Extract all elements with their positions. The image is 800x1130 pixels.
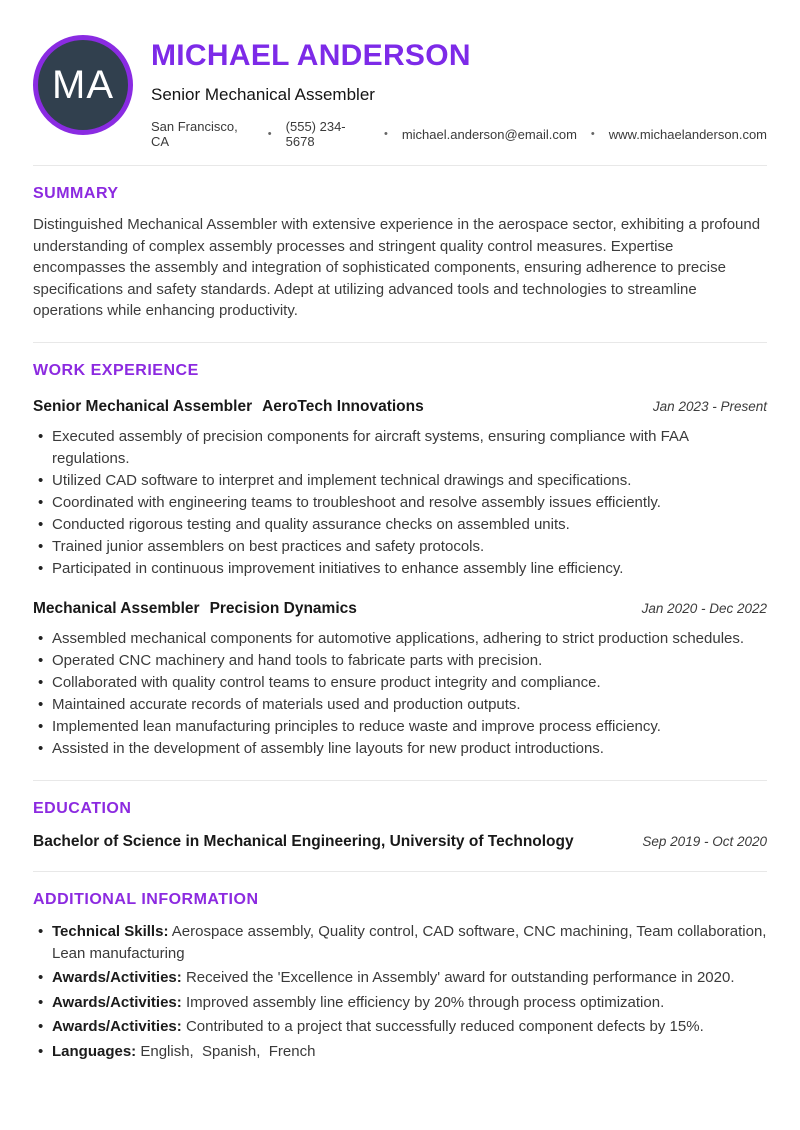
section-summary	[33, 185, 767, 322]
job-dates: Jan 2020 - Dec 2022	[641, 600, 767, 616]
job-title: Mechanical Assembler	[33, 599, 200, 617]
job-bullet-list	[33, 628, 767, 760]
job-bullet: • Coordinated with engineering teams to troubleshoot and resolve assembly issues efficiently.	[33, 492, 767, 514]
job-entry-header	[33, 600, 767, 618]
job-dates: Jan 2023 - Present	[652, 398, 767, 414]
job-title-company	[33, 398, 424, 416]
divider	[33, 871, 767, 872]
additional-info-text: Improved assembly line efficiency by 20% through process optimization.	[181, 993, 665, 1011]
candidate-job-title: Senior Mechanical Assembler	[151, 85, 375, 104]
job-bullet: • Maintained accurate records of materials used and production outputs.	[33, 694, 767, 716]
divider	[33, 165, 767, 166]
job-entry-header	[33, 398, 767, 416]
summary-heading: SUMMARY	[33, 185, 119, 202]
education-heading: EDUCATION	[33, 799, 132, 817]
job-bullet: • Operated CNC machinery and hand tools to fabricate parts with precision.	[33, 650, 767, 672]
candidate-name: MICHAEL ANDERSON	[151, 39, 471, 72]
job-bullet: • Assembled mechanical components for automotive applications, adhering to strict production schedules.	[33, 628, 767, 650]
job-title-company	[33, 600, 357, 618]
additional-info-item	[33, 992, 767, 1014]
job-bullet: • Utilized CAD software to interpret and implement technical drawings and specifications.	[33, 470, 767, 492]
additional-information-heading: ADDITIONAL INFORMATION	[33, 890, 259, 908]
additional-info-item	[33, 1041, 767, 1063]
avatar	[33, 35, 133, 135]
additional-info-list	[33, 921, 771, 1063]
contact-separator-dot: •	[590, 128, 595, 140]
education-entry	[33, 833, 767, 851]
section-work-experience	[33, 362, 767, 760]
resume-header	[33, 0, 767, 149]
contact-location: San Francisco, CA	[151, 119, 238, 149]
job-bullet: • Participated in continuous improvement initiatives to enhance assembly line efficiency.	[33, 558, 767, 580]
divider	[33, 342, 767, 343]
header-text	[151, 35, 767, 149]
additional-info-item	[33, 967, 767, 989]
contact-phone: (555) 234-5678	[285, 119, 346, 149]
additional-info-label: Languages:	[52, 1042, 137, 1060]
additional-info-label: Technical Skills:	[52, 922, 169, 940]
job-entry	[33, 600, 767, 760]
job-title: Senior Mechanical Assembler	[33, 397, 253, 415]
job-entry	[33, 398, 767, 580]
job-company: AeroTech Innovations	[262, 397, 424, 415]
education-dates: Sep 2019 - Oct 2020	[642, 833, 767, 849]
contact-email: michael.anderson@email.com	[401, 126, 577, 142]
job-bullet: • Assisted in the development of assembly line layouts for new product introductions.	[33, 738, 767, 760]
job-bullet: • Executed assembly of precision components for aircraft systems, ensuring compliance with FAA regulations.	[33, 426, 767, 470]
contact-row	[151, 119, 767, 149]
job-bullet: • Conducted rigorous testing and quality assurance checks on assembled units.	[33, 514, 767, 536]
additional-info-item	[33, 1016, 767, 1038]
job-bullet-list	[33, 426, 767, 580]
work-experience-heading: WORK EXPERIENCE	[33, 361, 199, 379]
additional-info-text: Received the 'Excellence in Assembly' award for outstanding performance in 2020.	[181, 969, 735, 986]
contact-website: www.michaelanderson.com	[608, 126, 767, 142]
contact-separator-dot: •	[267, 128, 272, 140]
additional-info-text: Aerospace assembly, Quality control, CAD software, CNC machining, Team collaboration, Lean manufacturing	[52, 922, 771, 962]
summary-text: Distinguished Mechanical Assembler with extensive experience in the aerospace sector, exhibiting a profound understanding of complex assembly processes and stringent quality control measures. Expertise encompasses the assembly and integration of sophisticated components, ensuring adherence to precise specifications and safety standards. Adept at utilizing advanced tools and technologies to streamline operations while enhancing productivity.	[33, 216, 761, 319]
section-additional-information	[33, 890, 771, 1063]
additional-info-text: Contributed to a project that successfully reduced component defects by 15%.	[181, 1018, 704, 1035]
job-company: Precision Dynamics	[209, 599, 357, 617]
job-bullet: • Trained junior assemblers on best practices and safety protocols.	[33, 536, 767, 558]
additional-info-text: English, Spanish, French	[136, 1042, 316, 1060]
avatar-initials: MA	[52, 62, 114, 107]
job-bullet: • Collaborated with quality control teams to ensure product integrity and compliance.	[33, 672, 767, 694]
additional-info-item	[33, 921, 771, 965]
education-degree: Bachelor of Science in Mechanical Engineering, University of Technology	[33, 832, 574, 850]
section-education	[33, 800, 767, 851]
divider	[33, 780, 767, 781]
job-bullet: • Implemented lean manufacturing principles to reduce waste and improve process efficiency.	[33, 716, 767, 738]
additional-info-label: Awards/Activities:	[52, 1018, 182, 1035]
additional-info-label: Awards/Activities:	[52, 993, 182, 1011]
contact-separator-dot: •	[383, 128, 388, 140]
additional-info-label: Awards/Activities:	[52, 969, 182, 986]
